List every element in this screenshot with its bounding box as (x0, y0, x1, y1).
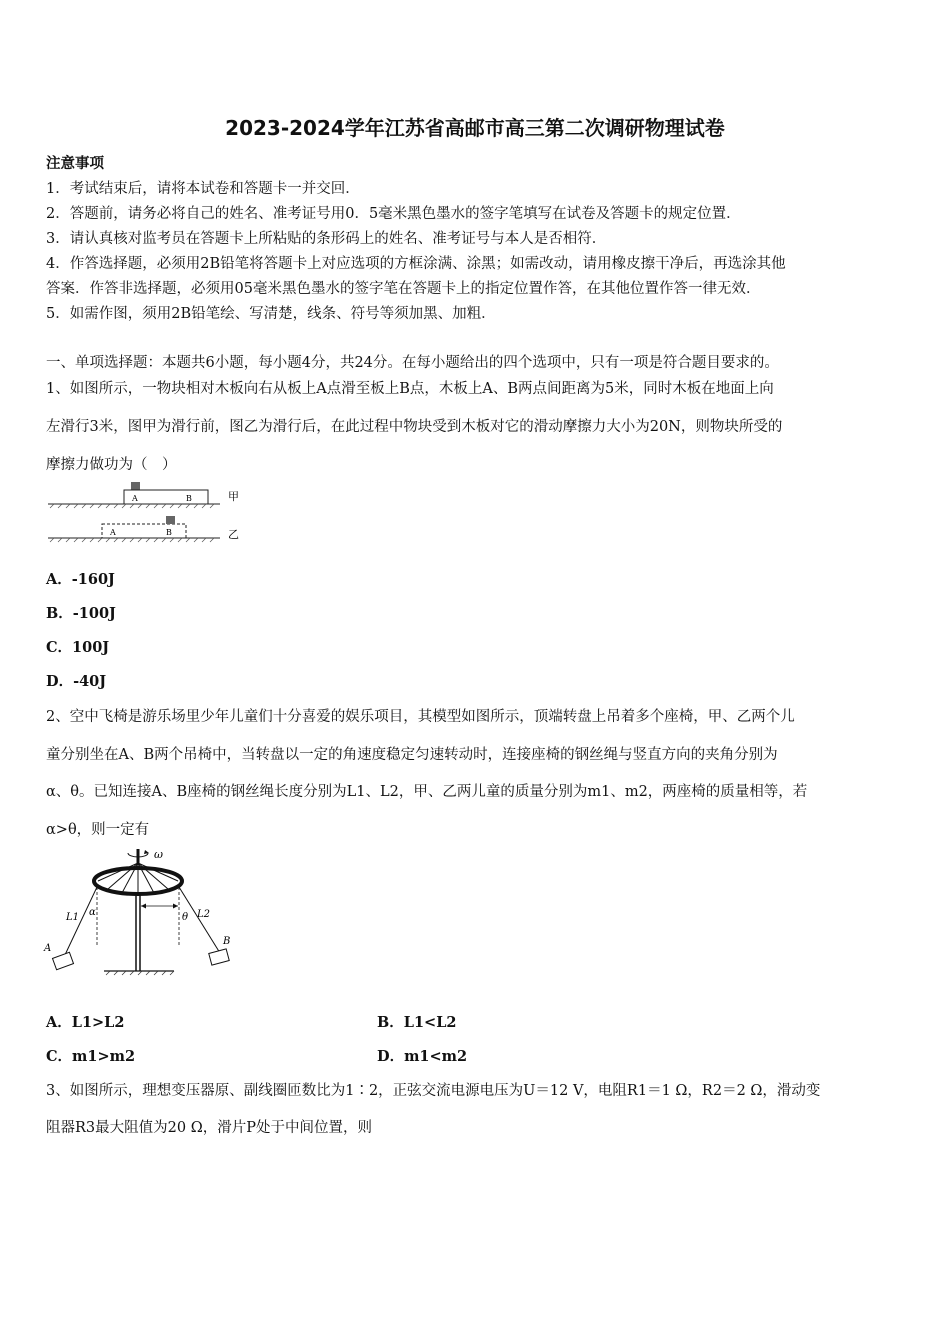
question-1-line: 摩擦力做功为（ ） (46, 457, 177, 473)
question-1-line: 左滑行3米，图甲为滑行前，图乙为滑行后，在此过程中物块受到木板对它的滑动摩擦力大小为20N，则物块所受的 (46, 419, 783, 435)
label-b-yi: B (166, 528, 172, 537)
q1-option-d: D．-40J (46, 673, 107, 690)
question-2-line: 童分别坐在A、B两个吊椅中，当转盘以一定的角速度稳定匀速转动时，连接座椅的钢丝绳与竖直方向的夹角分别为 (46, 747, 778, 763)
tag-yi: 乙 (228, 528, 239, 541)
question-2-line: α、θ。已知连接A、B座椅的钢丝绳长度分别为L1、L2，甲、乙两儿童的质量分别为m1、m2，两座椅的质量相等，若 (46, 784, 808, 800)
block-jia (131, 482, 140, 490)
notice-line: 5．如需作图，须用2B铅笔绘、写清楚，线条、符号等须加黑、加粗． (46, 306, 496, 322)
notice-heading: 注意事项 (46, 155, 104, 172)
q1-option-c: C．100J (46, 639, 110, 656)
q2-option-b: B．L1<L2 (377, 1014, 457, 1031)
label-theta: θ (182, 912, 189, 923)
q1-option-a: A．-160J (46, 571, 115, 588)
q2-option-a: A．L1>L2 (46, 1014, 125, 1031)
q1-option-b: B．-100J (46, 605, 116, 622)
tag-jia: 甲 (228, 490, 239, 503)
label-chair-a: A (44, 943, 52, 954)
question-2-line: 2、空中飞椅是游乐场里少年儿童们十分喜爱的娱乐项目，其模型如图所示，顶端转盘上吊着多个座椅，甲、乙两个儿 (46, 709, 795, 725)
notice-line: 4．作答选择题，必须用2B铅笔将答题卡上对应选项的方框涂满、涂黑；如需改动，请用橡皮擦干净后，再选涂其他 (46, 256, 786, 272)
label-l2: L2 (197, 909, 211, 920)
question-2-line: α>θ，则一定有 (46, 822, 150, 838)
label-a-yi: A (110, 528, 116, 537)
block-yi (166, 516, 175, 524)
q1-figure (44, 480, 249, 550)
section-heading: 一、单项选择题：本题共6小题，每小题4分，共24分。在每小题给出的四个选项中，只有一项是符合题目要求的。 (46, 355, 779, 371)
notice-line: 1．考试结束后，请将本试卷和答题卡一并交回． (46, 181, 360, 197)
label-chair-b: B (223, 936, 231, 947)
ground-hatch-yi (50, 538, 214, 542)
ground-hatch-jia (50, 504, 214, 508)
question-1-line: 1、如图所示，一物块相对木板向右从板上A点滑至板上B点，木板上A、B两点间距离为5米，同时木板在地面上向 (46, 381, 774, 397)
chair-a (52, 952, 73, 969)
exam-title: 2023-2024学年江苏省高邮市高三第二次调研物理试卷 (225, 116, 725, 140)
label-l1: L1 (66, 912, 80, 923)
q2-option-d: D．m1<m2 (377, 1048, 468, 1065)
q2-figure (40, 845, 250, 980)
notice-line: 2．答题前，请务必将自己的姓名、准考证号用0．5毫米黑色墨水的签字笔填写在试卷及答题卡的规定位置． (46, 206, 741, 222)
notice-line: 答案．作答非选择题，必须用05毫米黑色墨水的签字笔在答题卡上的指定位置作答，在其他位置作答一律无效． (46, 281, 761, 297)
label-alpha: α (89, 907, 96, 918)
label-b-jia: B (186, 494, 192, 503)
question-3-line: 3、如图所示，理想变压器原、副线圈匝数比为1∶2，正弦交流电源电压为U＝12 V，电阻R1＝1 Ω，R2＝2 Ω，滑动变 (46, 1083, 821, 1099)
chair-b (209, 949, 229, 965)
question-3-line: 阻器R3最大阻值为20 Ω，滑片P处于中间位置，则 (46, 1120, 372, 1136)
label-a-jia: A (132, 494, 138, 503)
notice-line: 3．请认真核对监考员在答题卡上所粘贴的条形码上的姓名、准考证号与本人是否相符． (46, 231, 607, 247)
omega-label: ω (154, 848, 163, 861)
q2-option-c: C．m1>m2 (46, 1048, 136, 1065)
